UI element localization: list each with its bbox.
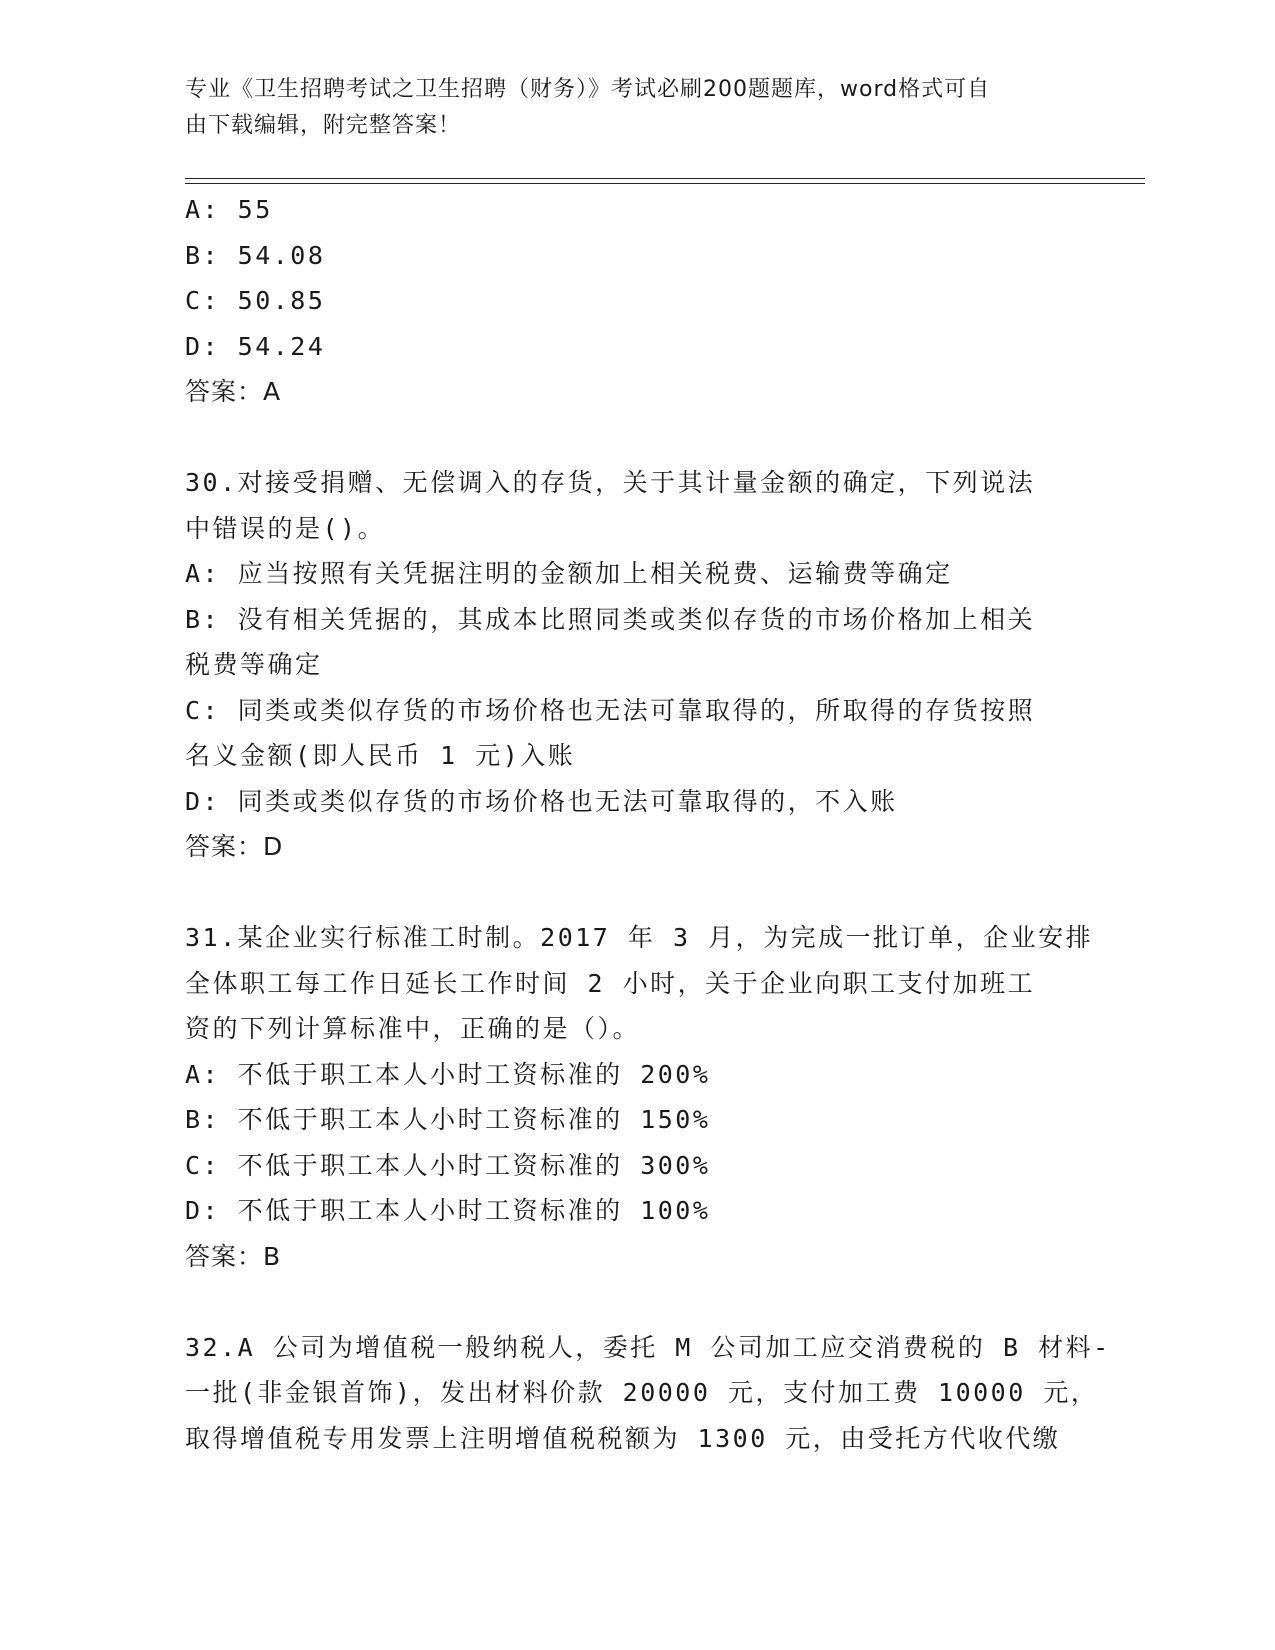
header-line-2: 由下载编辑，附完整答案！	[185, 113, 462, 138]
option-d: D: 54.24	[185, 331, 326, 361]
option-b: B: 不低于职工本人小时工资标准的 150%	[185, 1105, 711, 1134]
question-stem: 资的下列计算标准中，正确的是（）。	[185, 1014, 641, 1043]
question-31	[185, 915, 1094, 1279]
option-c: C: 不低于职工本人小时工资标准的 300%	[185, 1150, 711, 1180]
option-b-continued: 税费等确定	[185, 650, 323, 679]
option-a: A: 55	[185, 195, 273, 224]
spacer	[185, 870, 1085, 916]
option-c: C: 同类或类似存货的市场价格也无法可靠取得的，所取得的存货按照	[185, 695, 1036, 725]
header-line-1: 专业《卫生招聘考试之卫生招聘（财务）》考试必刷200题题库，word格式可自	[185, 77, 991, 102]
header-divider-bottom	[185, 183, 1145, 184]
option-d: D: 不低于职工本人小时工资标准的 100%	[185, 1196, 711, 1225]
question-29	[185, 187, 1085, 415]
question-stem: 中错误的是()。	[185, 513, 386, 543]
answer: 答案：B	[185, 1241, 282, 1271]
answer: 答案：D	[185, 832, 284, 861]
spacer	[185, 1279, 1085, 1325]
question-32	[185, 1325, 1111, 1462]
question-stem: 一批(非金银首饰)，发出材料价款 20000 元，支付加工费 10000 元，	[185, 1378, 1099, 1407]
question-stem: 31.某企业实行标准工时制。2017 年 3 月，为完成一批订单，企业安排	[185, 923, 1094, 952]
question-stem: 全体职工每工作日延长工作时间 2 小时，关于企业向职工支付加班工	[185, 968, 1036, 998]
question-stem: 30.对接受捐赠、无偿调入的存货，关于其计量金额的确定，下列说法	[185, 468, 1036, 497]
question-stem: 32.A 公司为增值税一般纳税人，委托 M 公司加工应交消费税的 B 材料-	[185, 1332, 1111, 1362]
option-c-continued: 名义金额(即人民币 1 元)入账	[185, 741, 576, 770]
option-b: B: 54.08	[185, 240, 326, 270]
header-divider-top	[185, 178, 1145, 179]
question-stem: 取得增值税专用发票上注明增值税税额为 1300 元，由受托方代收代缴	[185, 1423, 1061, 1453]
question-content	[185, 187, 1111, 1461]
question-30	[185, 460, 1085, 870]
spacer	[185, 415, 1085, 461]
option-a: A: 应当按照有关凭据注明的金额加上相关税费、运输费等确定	[185, 559, 953, 588]
document-header	[185, 72, 1065, 144]
answer: 答案：A	[185, 377, 282, 406]
option-d: D: 同类或类似存货的市场价格也无法可靠取得的，不入账	[185, 786, 898, 816]
option-c: C: 50.85	[185, 286, 326, 315]
option-a: A: 不低于职工本人小时工资标准的 200%	[185, 1059, 711, 1089]
option-b: B: 没有相关凭据的，其成本比照同类或类似存货的市场价格加上相关	[185, 604, 1036, 634]
